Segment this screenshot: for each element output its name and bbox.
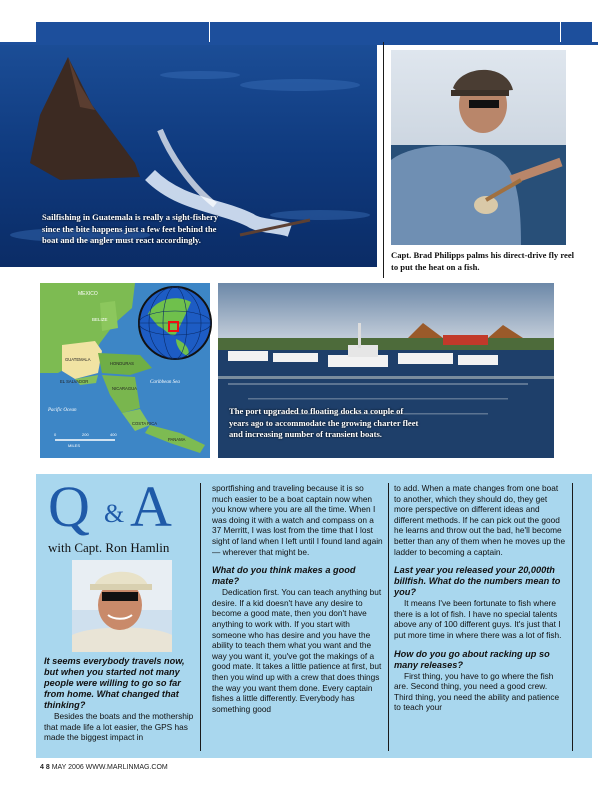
qa-logo-a: A (130, 474, 172, 539)
globe-icon (136, 284, 214, 362)
map-label-panama: PANAMA (168, 437, 186, 442)
captain-photo (391, 50, 566, 245)
qa-logo-q: Q (48, 474, 90, 539)
qa-question-3: Last year you released your 20,000th billfish. What do the numbers mean to you? (394, 565, 561, 598)
qa-logo-amp: & (104, 499, 125, 528)
qa-paragraph: sportfishing and traveling because it is so much easier to be a boat captain now when you know where you are all the time. When I was doing it with a watch and compass on a 37 Merritt, I was lost from the time that I lost sight of land when I left until I found land again — wherever that might be. (212, 483, 383, 557)
captain-caption: Capt. Brad Philipps palms his direct-drive fly reel to put the heat on a fish. (391, 250, 575, 272)
page-footer (40, 764, 168, 771)
qa-answer-3: It means I've been fortunate to fish where there is a lot of fish. I have no special talents above any of 100 different guys. It's just that I put more time in where there was a lot of fish. (394, 598, 562, 640)
map-label-caribbean: Caribbean Sea (150, 380, 180, 385)
map-scale-unit: MILES (68, 443, 81, 448)
map-label-honduras: HONDURAS (110, 361, 134, 366)
qa-column-1 (44, 656, 194, 743)
qa-question-1: It seems everybody travels now, but when you started not many people were willing to go so far from home. What changed that thinking? (44, 656, 185, 710)
column-rule (200, 483, 201, 751)
column-rule (209, 22, 210, 42)
top-color-bar (36, 22, 592, 42)
port-caption: The port upgraded to floating docks a couple of years ago to accommodate the growing charter fleet and increasing number of transient boats. (229, 406, 419, 440)
footer-text: MAY 2006 WWW.MARLINMAG.COM (51, 764, 168, 771)
map-scale-0: 0 (54, 432, 57, 437)
map-label-nicaragua: NICARAGUA (112, 386, 137, 391)
qa-column-2 (212, 483, 384, 714)
map-label-belize: BELIZE (92, 317, 108, 322)
qa-answer-1: Besides the boats and the mothership that made life a lot easier, the GPS has made the biggest impact in (44, 711, 194, 743)
map-label-pacific: Pacific Ocean (48, 408, 77, 413)
page-number: 4 8 (40, 764, 50, 771)
map-label-guatemala: GUATEMALA (65, 357, 91, 362)
column-rule (560, 22, 561, 42)
qa-question-2: What do you think makes a good mate? (212, 565, 356, 587)
column-rule (383, 42, 384, 278)
column-rule (388, 483, 389, 751)
column-rule (572, 483, 573, 751)
qa-paragraph: to add. When a mate changes from one boat to another, which they should do, they get more perspective on different ideas and different methods. If he can pick out the good he learns and throw out the bad, he'll become better than any of them when he moves up the ladder to becoming a captain. (394, 483, 566, 557)
map-scale-200: 200 (82, 432, 89, 437)
map-label-costa-rica: COSTA RICA (132, 421, 158, 426)
qa-logo (48, 474, 198, 541)
map-label-mexico: MEXICO (78, 291, 98, 297)
sailfish-caption: Sailfishing in Guatemala is really a sight-fishery since the bite happens just a few feet behind the boat and the angler must react accordingly. (42, 212, 219, 246)
qa-answer-2: Dedication first. You can teach anything but desire. If a kid doesn't have any desire to become a good mate, then you don't have anything to work with. If you start with someone who has desire and you have the ability to teach them what you want and the way you want it, you've got the makings of a good mate. It takes a little patience at first, but then you wind up with a crew that does things the way you want them done. Every captain fishes a little differently. Everybody has something good (212, 587, 382, 714)
map-scale-400: 400 (110, 432, 117, 437)
qa-question-4: How do you go about racking up so many releases? (394, 648, 550, 670)
qa-subtitle: with Capt. Ron Hamlin (48, 540, 170, 555)
qa-answer-4: First thing, you have to go where the fish are. Second thing, you need a good crew. Third thing, you need the ability and patience to teach your (394, 670, 560, 713)
ron-hamlin-photo (72, 560, 172, 652)
map-label-el-salvador: EL SALVADOR (60, 379, 89, 384)
qa-column-3 (394, 483, 566, 713)
